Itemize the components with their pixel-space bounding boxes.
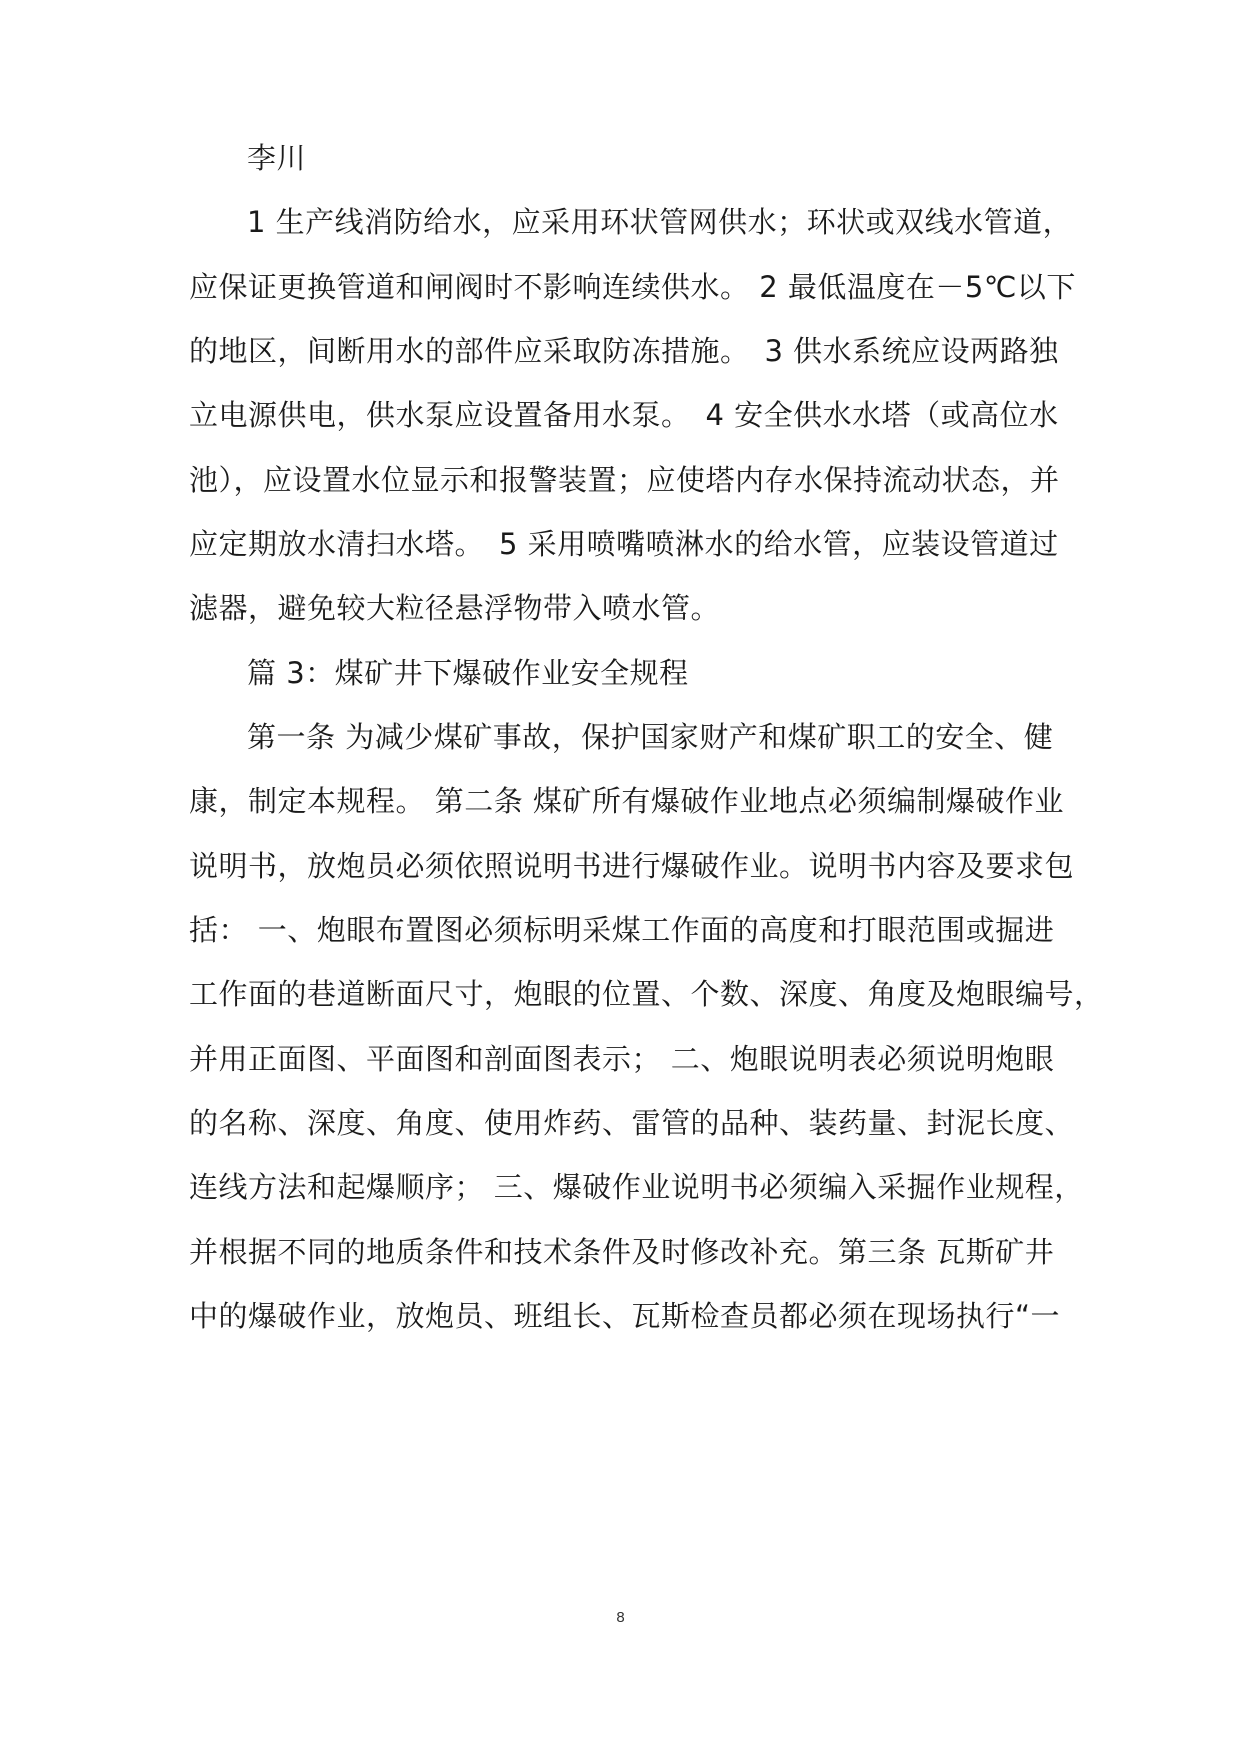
paragraph-line: 并根据不同的地质条件和技术条件及时修改补充。第三条 瓦斯矿井 [189, 1235, 1055, 1269]
paragraph-line: 应保证更换管道和闸阀时不影响连续供水。 2 最低温度在－5℃以下 [189, 270, 1076, 304]
paragraph-line: 第一条 为减少煤矿事故，保护国家财产和煤矿职工的安全、健 [247, 720, 1054, 754]
paragraph-line: 应定期放水清扫水塔。 5 采用喷嘴喷淋水的给水管，应装设管道过 [189, 527, 1059, 561]
paragraph-line: 池），应设置水位显示和报警装置；应使塔内存水保持流动状态，并 [189, 463, 1060, 497]
paragraph-line: 滤器，避免较大粒径悬浮物带入喷水管。 [189, 591, 721, 625]
paragraph-line: 说明书，放炮员必须依照说明书进行爆破作业。说明书内容及要求包 [189, 849, 1075, 883]
author-line: 李川 [247, 141, 307, 175]
paragraph-line: 工作面的巷道断面尺寸，炮眼的位置、个数、深度、角度及炮眼编号， [189, 977, 1104, 1011]
section-heading: 篇 3：煤矿井下爆破作业安全规程 [247, 656, 689, 690]
paragraph-line: 康，制定本规程。 第二条 煤矿所有爆破作业地点必须编制爆破作业 [189, 784, 1064, 818]
paragraph-line: 立电源供电，供水泵应设置备用水泵。 4 安全供水水塔（或高位水 [189, 398, 1059, 432]
paragraph-line: 1 生产线消防给水，应采用环状管网供水；环状或双线水管道， [247, 205, 1073, 239]
paragraph-line: 的名称、深度、角度、使用炸药、雷管的品种、装药量、封泥长度、 [189, 1106, 1075, 1140]
paragraph-line: 的地区，间断用水的部件应采取防冻措施。 3 供水系统应设两路独 [189, 334, 1059, 368]
paragraph-line: 连线方法和起爆顺序； 三、爆破作业说明书必须编入采掘作业规程， [189, 1170, 1084, 1204]
paragraph-line: 并用正面图、平面图和剖面图表示； 二、炮眼说明表必须说明炮眼 [189, 1042, 1055, 1076]
paragraph-line: 括： 一、炮眼布置图必须标明采煤工作面的高度和打眼范围或掘进 [189, 913, 1055, 947]
paragraph-line: 中的爆破作业，放炮员、班组长、瓦斯检查员都必须在现场执行“一 [189, 1299, 1061, 1333]
page-number: 8 [616, 1609, 625, 1626]
